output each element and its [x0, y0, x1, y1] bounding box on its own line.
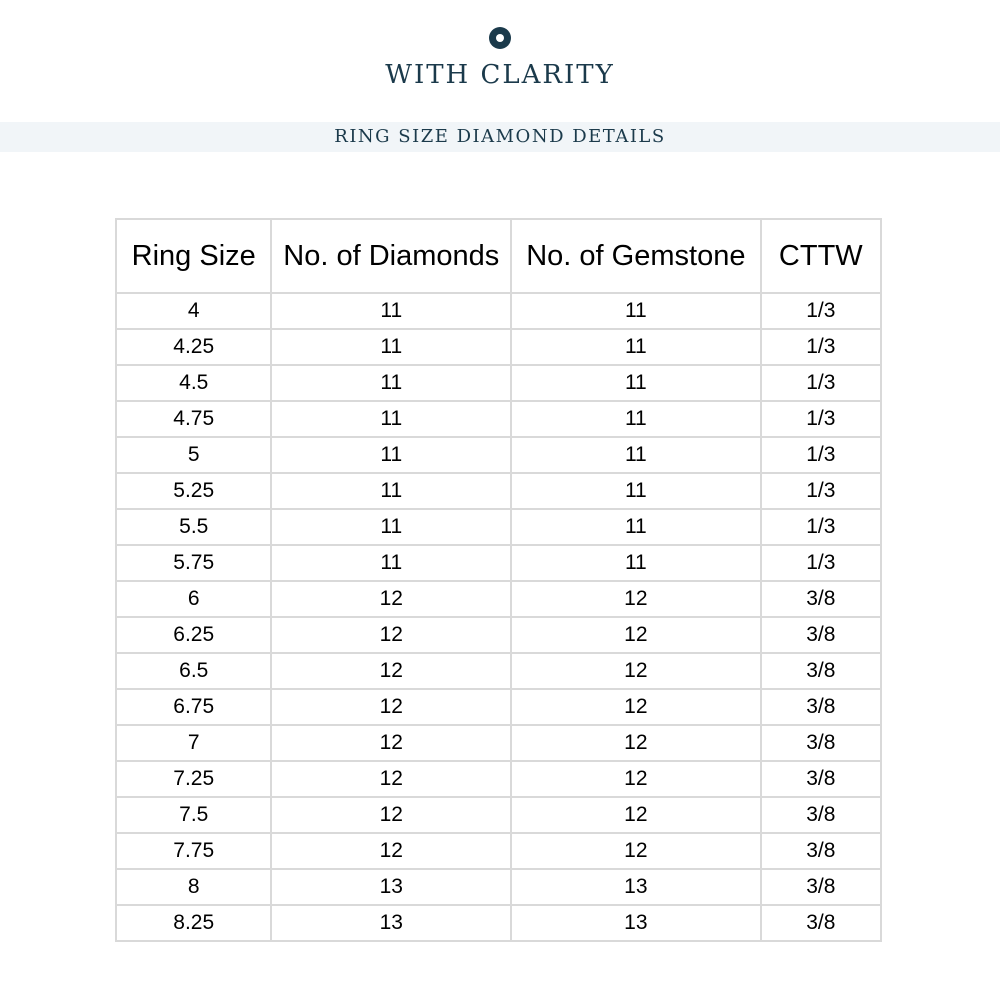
header-no-of-diamonds: No. of Diamonds	[271, 219, 511, 293]
diamonds-cell: 11	[271, 473, 511, 509]
cttw-cell: 1/3	[761, 329, 881, 365]
diamonds-cell: 11	[271, 437, 511, 473]
ring-size-cell: 5.75	[116, 545, 271, 581]
table-row	[116, 653, 881, 689]
ring-size-cell: 6.5	[116, 653, 271, 689]
diamonds-cell: 12	[271, 833, 511, 869]
brand-diamond-icon	[489, 27, 511, 49]
diamonds-cell: 11	[271, 401, 511, 437]
ring-size-cell: 5.5	[116, 509, 271, 545]
table-row	[116, 725, 881, 761]
ring-size-cell: 5.25	[116, 473, 271, 509]
diamonds-cell: 12	[271, 581, 511, 617]
ring-size-cell: 4	[116, 293, 271, 329]
table-header-row	[116, 219, 881, 293]
gemstone-cell: 11	[511, 509, 761, 545]
gemstone-cell: 12	[511, 581, 761, 617]
table-row	[116, 437, 881, 473]
header-ring-size: Ring Size	[116, 219, 271, 293]
gemstone-cell: 11	[511, 293, 761, 329]
gemstone-cell: 12	[511, 617, 761, 653]
cttw-cell: 3/8	[761, 653, 881, 689]
table-row	[116, 761, 881, 797]
table-row	[116, 329, 881, 365]
table-row	[116, 509, 881, 545]
ring-size-cell: 4.25	[116, 329, 271, 365]
ring-size-cell: 6	[116, 581, 271, 617]
gemstone-cell: 11	[511, 473, 761, 509]
diamonds-cell: 11	[271, 545, 511, 581]
cttw-cell: 1/3	[761, 365, 881, 401]
cttw-cell: 3/8	[761, 797, 881, 833]
table-row	[116, 689, 881, 725]
diamonds-cell: 12	[271, 689, 511, 725]
table-row	[116, 905, 881, 941]
diamonds-cell: 13	[271, 905, 511, 941]
table-row	[116, 869, 881, 905]
diamonds-cell: 12	[271, 761, 511, 797]
gemstone-cell: 11	[511, 329, 761, 365]
table-body	[116, 293, 881, 941]
diamonds-cell: 11	[271, 509, 511, 545]
gemstone-cell: 11	[511, 545, 761, 581]
ring-size-cell: 4.5	[116, 365, 271, 401]
ring-size-cell: 7	[116, 725, 271, 761]
ring-size-cell: 4.75	[116, 401, 271, 437]
cttw-cell: 3/8	[761, 869, 881, 905]
ring-size-cell: 6.75	[116, 689, 271, 725]
cttw-cell: 3/8	[761, 725, 881, 761]
cttw-cell: 3/8	[761, 761, 881, 797]
gemstone-cell: 12	[511, 653, 761, 689]
table-row	[116, 617, 881, 653]
gemstone-cell: 13	[511, 905, 761, 941]
diamonds-cell: 12	[271, 725, 511, 761]
cttw-cell: 1/3	[761, 293, 881, 329]
gemstone-cell: 12	[511, 689, 761, 725]
header-cttw: CTTW	[761, 219, 881, 293]
ring-size-cell: 8.25	[116, 905, 271, 941]
gemstone-cell: 11	[511, 365, 761, 401]
table-row	[116, 473, 881, 509]
cttw-cell: 3/8	[761, 689, 881, 725]
ring-size-cell: 7.25	[116, 761, 271, 797]
cttw-cell: 1/3	[761, 509, 881, 545]
page-title-banner: RING SIZE DIAMOND DETAILS	[0, 122, 1000, 152]
table-row	[116, 293, 881, 329]
diamonds-cell: 13	[271, 869, 511, 905]
cttw-cell: 1/3	[761, 401, 881, 437]
header-no-of-gemstone: No. of Gemstone	[511, 219, 761, 293]
diamonds-cell: 12	[271, 617, 511, 653]
table-row	[116, 365, 881, 401]
brand-name: WITH CLARITY	[385, 60, 615, 90]
cttw-cell: 1/3	[761, 545, 881, 581]
ring-size-cell: 6.25	[116, 617, 271, 653]
table-row	[116, 401, 881, 437]
ring-size-cell: 8	[116, 869, 271, 905]
gemstone-cell: 13	[511, 869, 761, 905]
ring-size-cell: 7.75	[116, 833, 271, 869]
cttw-cell: 3/8	[761, 905, 881, 941]
gemstone-cell: 11	[511, 401, 761, 437]
gemstone-cell: 12	[511, 725, 761, 761]
table-row	[116, 545, 881, 581]
ring-size-cell: 5	[116, 437, 271, 473]
table-row	[116, 797, 881, 833]
table-row	[116, 581, 881, 617]
cttw-cell: 1/3	[761, 473, 881, 509]
ring-size-cell: 7.5	[116, 797, 271, 833]
cttw-cell: 1/3	[761, 437, 881, 473]
ring-size-table	[115, 218, 882, 942]
gemstone-cell: 12	[511, 761, 761, 797]
gemstone-cell: 11	[511, 437, 761, 473]
diamonds-cell: 12	[271, 653, 511, 689]
table-row	[116, 833, 881, 869]
diamonds-cell: 12	[271, 797, 511, 833]
cttw-cell: 3/8	[761, 581, 881, 617]
gemstone-cell: 12	[511, 833, 761, 869]
gemstone-cell: 12	[511, 797, 761, 833]
diamonds-cell: 11	[271, 329, 511, 365]
diamonds-cell: 11	[271, 293, 511, 329]
cttw-cell: 3/8	[761, 617, 881, 653]
diamonds-cell: 11	[271, 365, 511, 401]
cttw-cell: 3/8	[761, 833, 881, 869]
